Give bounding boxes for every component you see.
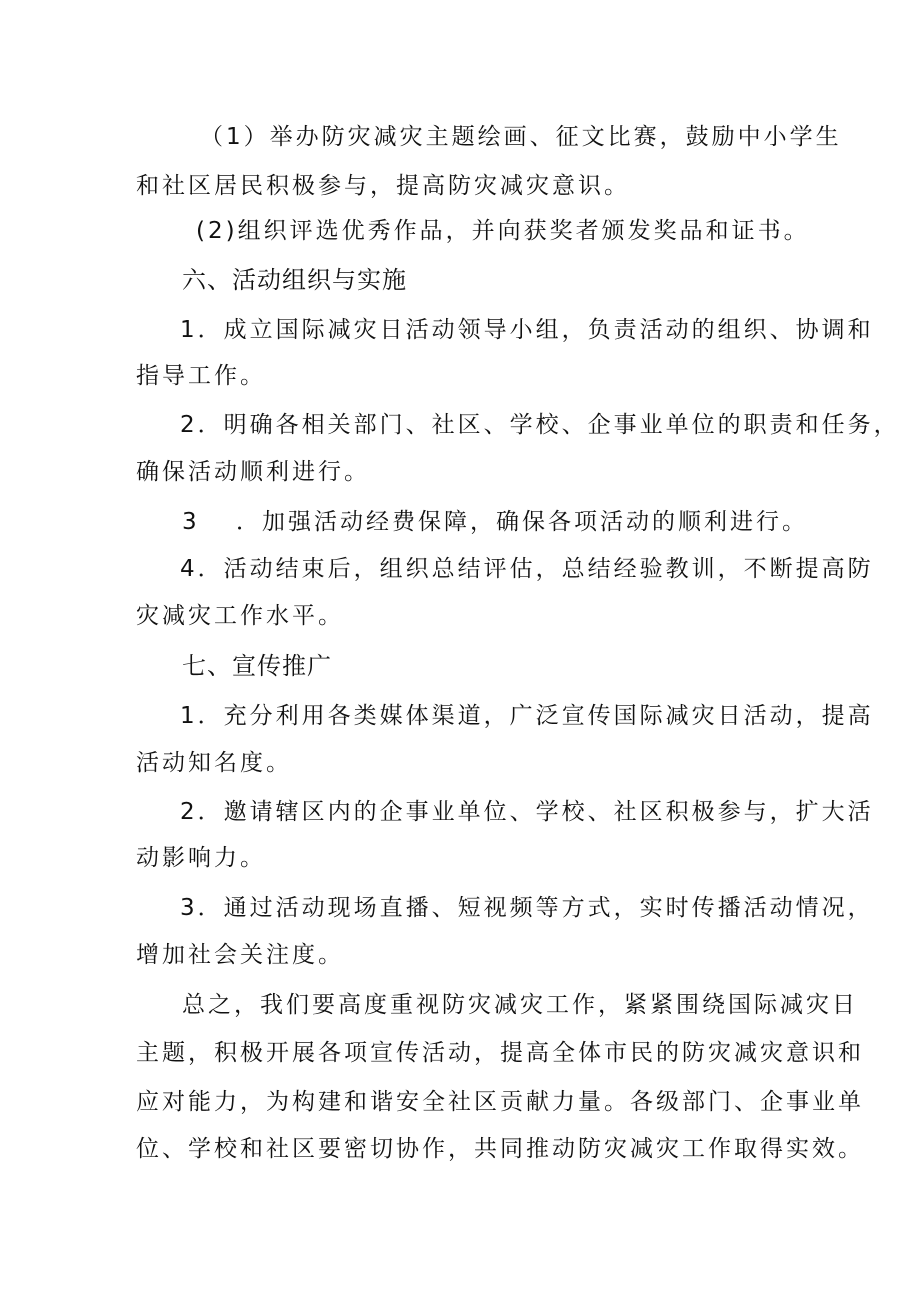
s6-item-1-line-2: 指导工作。 bbox=[136, 363, 266, 389]
s6-item-1-line-1: 1．成立国际减灾日活动领导小组，负责活动的组织、协调和 bbox=[180, 317, 874, 343]
s6-item-4-line-2: 灾减灾工作水平。 bbox=[136, 603, 344, 629]
s7-item-3-line-1: 3．通过活动现场直播、短视频等方式，实时传播活动情况， bbox=[180, 895, 874, 921]
s6-item-2-line-2: 确保活动顺利进行。 bbox=[136, 459, 370, 485]
s7-item-1-line-1: 1．充分利用各类媒体渠道，广泛宣传国际减灾日活动，提高 bbox=[180, 703, 874, 729]
summary-line-4: 位、学校和社区要密切协作，共同推动防灾减灾工作取得实效。 bbox=[136, 1136, 864, 1162]
section-7-title: 七、宣传推广 bbox=[182, 652, 332, 680]
s6-item-2-line-1: 2．明确各相关部门、社区、学校、企事业单位的职责和任务， bbox=[180, 412, 900, 438]
summary-line-2: 主题，积极开展各项宣传活动，提高全体市民的防灾减灾意识和 bbox=[136, 1040, 864, 1066]
s6-item-3-text: ．加强活动经费保障，确保各项活动的顺利进行。 bbox=[236, 509, 808, 535]
summary-line-3: 应对能力，为构建和谐安全社区贡献力量。各级部门、企事业单 bbox=[136, 1089, 864, 1115]
s7-item-2-line-1: 2．邀请辖区内的企事业单位、学校、社区积极参与，扩大活 bbox=[180, 799, 874, 825]
s6-item-4-line-1: 4．活动结束后，组织总结评估，总结经验教训，不断提高防 bbox=[180, 556, 874, 582]
s6-item-3-number: 3 bbox=[182, 509, 200, 535]
s7-item-3-line-2: 增加社会关注度。 bbox=[136, 942, 344, 968]
section-6-title: 六、活动组织与实施 bbox=[182, 266, 407, 294]
s7-item-1-line-2: 活动知名度。 bbox=[136, 750, 292, 776]
s7-item-2-line-2: 动影响力。 bbox=[136, 845, 266, 871]
summary-line-1: 总之，我们要高度重视防灾减灾工作，紧紧围绕国际减灾日 bbox=[182, 992, 858, 1018]
item-1-line-1: （1）举办防灾减灾主题绘画、征文比赛，鼓励中小学生 bbox=[200, 124, 842, 150]
item-2: (2)组织评选优秀作品，并向获奖者颁发奖品和证书。 bbox=[196, 218, 810, 244]
item-1-line-2: 和社区居民积极参与，提高防灾减灾意识。 bbox=[136, 173, 630, 199]
